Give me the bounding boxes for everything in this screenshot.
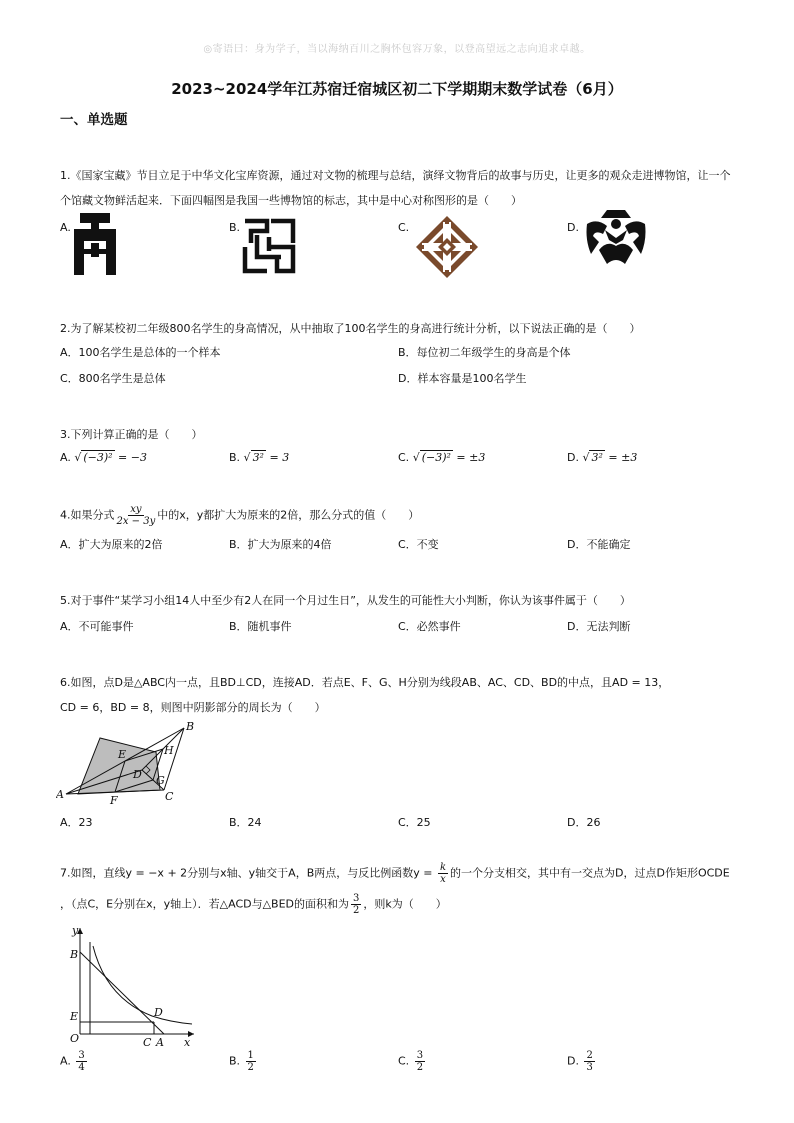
q7-line1-pre: 7.如图，直线y = −x + 2分别与x轴、y轴交于A，B两点，与反比例函数y =: [60, 866, 436, 880]
q3-option-d[interactable]: [567, 450, 637, 466]
header-motto: ◎寄语曰：身为学子，当以海纳百川之胸怀包容万象，以登高望远之志向追求卓越。: [203, 44, 591, 55]
q7-area-den: 2: [353, 905, 360, 916]
museum-logo-b-icon: [241, 217, 297, 275]
question-6-line2: CD = 6，BD = 8，则图中阴影部分的周长为（ ）: [60, 701, 326, 714]
question-6-stem: [60, 670, 750, 720]
q7-option-b-fraction: [246, 1050, 256, 1073]
q7-option-a-fraction: [76, 1050, 86, 1073]
q7-k-den: x: [440, 874, 446, 885]
q3-option-c-radicand: (−3)²: [421, 451, 451, 464]
q7-k-fraction: [438, 862, 448, 885]
q7-label-b: B: [70, 948, 79, 961]
q7-option-b-den: 2: [247, 1062, 254, 1073]
q5-option-a[interactable]: A．不可能事件: [60, 620, 134, 633]
q3-option-b-label: B.: [229, 451, 241, 464]
question-2-stem: 2.为了解某校初二年级800名学生的身高情况，从中抽取了100名学生的身高进行统计分析，以下说法正确的是（ ）: [60, 322, 641, 335]
q7-option-d-fraction: [584, 1050, 594, 1073]
question-6-line1: 6.如图，点D是△ABC内一点，且BD⊥CD，连接AD．若点E、F、G、H分别为线段AB、AC、CD、BD的中点，且AD = 13，: [60, 676, 670, 689]
q5-option-b[interactable]: B．随机事件: [229, 620, 292, 633]
q7-area-fraction: [351, 893, 361, 916]
q4-option-b[interactable]: B．扩大为原来的4倍: [229, 538, 332, 551]
q3-option-b-expr: √ 3² = 3: [243, 451, 290, 464]
museum-logo-c-icon: [416, 216, 478, 278]
q7-label-d: D: [154, 1006, 163, 1019]
q7-area-num: 3: [353, 893, 360, 904]
museum-logo-d-icon: [585, 210, 647, 266]
q1-option-d-label[interactable]: D.: [567, 221, 579, 234]
q7-label-o: O: [70, 1032, 80, 1045]
q7-option-a-den: 4: [78, 1062, 85, 1073]
q7-line2-pre: ，（点C，E分别在x，y轴上）．若△ACD与△BED的面积和为: [60, 897, 350, 911]
q6-option-a[interactable]: A．23: [60, 816, 93, 829]
q7-label-a: A: [156, 1036, 164, 1046]
q6-option-d[interactable]: D．26: [567, 816, 601, 829]
q3-option-d-label: D.: [567, 451, 579, 464]
q7-option-a-label: A.: [60, 1054, 71, 1068]
question-4-stem: [60, 504, 750, 527]
question-5-stem: 5.对于事件“某学习小组14人中至少有2人在同一个月过生日”，从发生的可能性大小判断，你认为该事件属于（ ）: [60, 594, 631, 607]
q2-option-d[interactable]: D．样本容量是100名学生: [398, 372, 527, 385]
q7-option-c-label: C.: [398, 1054, 410, 1068]
q3-option-d-radicand: 3²: [591, 451, 603, 464]
question-1-line1: 1.《国家宝藏》节目立足于中华文化宝库资源，通过对文物的梳理与总结，演绎文物背后的故事与历史，让更多的观众走进博物馆，让一个: [60, 169, 731, 182]
q7-line2-post: ，则k为（ ）: [363, 897, 447, 911]
q3-option-b-radicand: 3²: [252, 451, 264, 464]
q7-k-num: k: [439, 862, 447, 873]
page-title: 2023~2024学年江苏宿迁宿城区初二下学期期末数学试卷（6月）: [171, 80, 623, 98]
question-3-stem: 3.下列计算正确的是（ ）: [60, 428, 203, 441]
q4-fraction: [117, 504, 156, 527]
q1-option-a-label[interactable]: A.: [60, 221, 71, 234]
q3-option-b[interactable]: [229, 450, 289, 466]
q3-option-c[interactable]: [398, 450, 485, 466]
section-heading: 一、单选题: [60, 112, 128, 128]
q6-label-d: D: [133, 768, 142, 781]
q3-option-a-label: A.: [60, 451, 71, 464]
question-7-line2: [60, 893, 750, 916]
q7-label-c: C: [143, 1036, 152, 1046]
q4-option-d[interactable]: D．不能确定: [567, 538, 631, 551]
q2-option-b[interactable]: B．每位初二年级学生的身高是个体: [398, 346, 571, 359]
q5-option-d[interactable]: D．无法判断: [567, 620, 631, 633]
q7-label-x: x: [184, 1036, 191, 1046]
q7-label-y: y: [72, 924, 79, 937]
q6-label-g: G: [156, 774, 165, 787]
q7-option-a[interactable]: [60, 1050, 89, 1073]
q6-label-h: H: [164, 744, 174, 757]
q7-option-c[interactable]: [398, 1050, 427, 1073]
question-1-stem: [60, 163, 750, 213]
q6-label-e: E: [118, 748, 127, 761]
q6-label-c: C: [165, 790, 174, 803]
q1-option-c-label[interactable]: C.: [398, 221, 410, 234]
q2-option-c[interactable]: C．800名学生是总体: [60, 372, 166, 385]
q7-option-b[interactable]: [229, 1050, 258, 1073]
q7-option-a-num: 3: [78, 1050, 85, 1061]
q7-label-e: E: [70, 1010, 79, 1023]
q6-label-b: B: [186, 720, 195, 733]
question-7-line1: [60, 862, 750, 885]
q7-option-d-label: D.: [567, 1054, 579, 1068]
q3-option-d-rhs: = ±3: [604, 451, 638, 464]
q7-coordinate-figure: [62, 922, 200, 1046]
question-1-line2: 个馆藏文物鲜活起来．下面四幅图是我国一些博物馆的标志，其中是中心对称图形的是（ ）: [60, 194, 522, 207]
q7-option-c-num: 3: [416, 1050, 424, 1061]
q7-option-c-fraction: [415, 1050, 425, 1073]
q3-option-a[interactable]: [60, 450, 147, 466]
q4-option-a[interactable]: A．扩大为原来的2倍: [60, 538, 163, 551]
q3-option-b-rhs: = 3: [265, 451, 290, 464]
q3-option-c-rhs: = ±3: [452, 451, 486, 464]
q7-option-c-den: 2: [416, 1062, 424, 1073]
q4-option-c[interactable]: C．不变: [398, 538, 439, 551]
q7-option-d[interactable]: [567, 1050, 597, 1073]
q5-option-c[interactable]: C．必然事件: [398, 620, 461, 633]
q6-label-a: A: [56, 788, 64, 801]
q6-option-b[interactable]: B．24: [229, 816, 262, 829]
q7-option-d-num: 2: [586, 1050, 593, 1061]
q7-line1-post: 的一个分支相交，其中有一交点为D，过点D作矩形OCDE: [450, 866, 730, 880]
museum-logo-a-icon: [72, 213, 118, 275]
q3-option-a-radicand: (−3)²: [83, 451, 113, 464]
q4-fraction-den: 2x − 3y: [116, 516, 156, 527]
q4-stem-pre: 4.如果分式: [60, 508, 115, 522]
q7-option-b-num: 1: [247, 1050, 254, 1061]
q4-stem-post: 中的x，y都扩大为原来的2倍，那么分式的值（ ）: [157, 508, 420, 522]
q7-option-d-den: 3: [586, 1062, 593, 1073]
q3-option-c-expr: √ (−3)² = ±3: [412, 451, 486, 464]
q7-option-b-label: B.: [229, 1054, 241, 1068]
q3-option-a-rhs: = −3: [114, 451, 147, 464]
q3-option-d-expr: √ 3² = ±3: [582, 451, 638, 464]
q2-option-a[interactable]: A．100名学生是总体的一个样本: [60, 346, 221, 359]
q6-option-c[interactable]: C．25: [398, 816, 431, 829]
q3-option-a-expr: √ (−3)² = −3: [74, 451, 147, 464]
q3-option-c-label: C.: [398, 451, 410, 464]
q4-fraction-num: xy: [130, 504, 142, 515]
q1-option-b-label[interactable]: B.: [229, 221, 241, 234]
q6-triangle-figure: [56, 718, 202, 810]
q6-label-f: F: [110, 794, 118, 807]
